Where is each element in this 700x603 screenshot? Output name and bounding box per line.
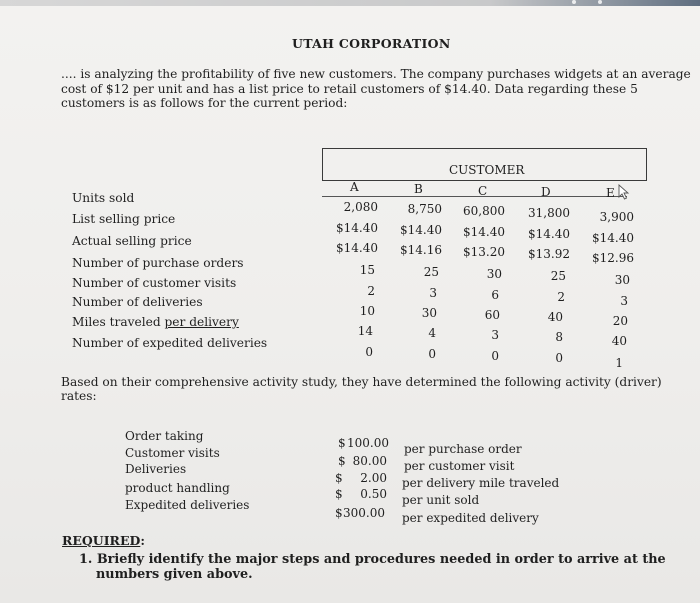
cell-e-actual: $12.96: [592, 251, 634, 265]
rate-name-product-handling: product handling: [125, 481, 230, 495]
column-header-c: C: [478, 184, 488, 198]
rate-dollar-sign: $: [335, 506, 343, 520]
cell-c-expedited: 0: [491, 349, 499, 363]
cell-e-units: 3,900: [599, 210, 634, 224]
cell-d-deliveries: 40: [547, 310, 563, 324]
intro-paragraph: [61, 67, 691, 111]
cell-e-deliveries: 20: [612, 314, 628, 328]
required-heading: [62, 533, 145, 548]
toolbar-icons: [570, 0, 604, 6]
rate-value-deliveries: 2.00: [360, 471, 387, 485]
cell-b-units: 8,750: [407, 202, 442, 216]
cell-b-list: $14.40: [400, 223, 442, 237]
mouse-cursor-icon: [617, 184, 631, 200]
column-header-d: D: [541, 185, 551, 199]
row-label-text: Miles traveled: [72, 315, 165, 329]
cell-c-units: 60,800: [463, 204, 505, 218]
rate-name-customer-visits: Customer visits: [125, 446, 220, 460]
question-line: numbers given above.: [96, 567, 253, 582]
cell-b-orders: 25: [423, 265, 439, 279]
question-1: [79, 552, 666, 582]
cell-c-list: $14.40: [463, 225, 505, 239]
row-label-units-sold: Units sold: [72, 191, 135, 205]
cell-a-list: $14.40: [336, 221, 378, 235]
rate-value-order-taking: 100.00: [347, 436, 389, 450]
cell-a-miles: 14: [357, 324, 373, 338]
row-label-purchase-orders: Number of purchase orders: [72, 256, 244, 270]
cell-e-visits: 3: [620, 294, 628, 308]
cell-c-orders: 30: [486, 267, 502, 281]
cell-c-deliveries: 60: [484, 308, 500, 322]
cell-e-miles: 40: [611, 334, 627, 348]
rates-intro-paragraph: [61, 376, 661, 403]
cell-a-visits: 2: [367, 284, 375, 298]
cell-d-expedited: 0: [555, 351, 563, 365]
rate-name-expedited: Expedited deliveries: [125, 498, 250, 512]
cell-a-orders: 15: [359, 263, 375, 277]
cell-c-visits: 6: [491, 288, 499, 302]
cell-b-deliveries: 30: [421, 306, 437, 320]
row-label-expedited-deliveries: Number of expedited deliveries: [72, 336, 268, 350]
cell-e-list: $14.40: [592, 231, 634, 245]
column-header-b: B: [414, 182, 423, 196]
rates-intro-line: rates:: [61, 388, 97, 403]
intro-line: customers is as follows for the current period:: [61, 96, 348, 110]
intro-line: .... is analyzing the profitability of five new customers. The company purchases widgets at an average: [61, 67, 691, 81]
cell-e-orders: 30: [614, 273, 630, 287]
column-header-a: A: [350, 180, 359, 194]
required-label: REQUIRED: [62, 533, 141, 548]
row-label-actual-price: Actual selling price: [72, 234, 192, 248]
rate-dollar-sign: $: [335, 487, 343, 501]
cell-d-actual: $13.92: [528, 247, 570, 261]
rate-name-deliveries: Deliveries: [125, 462, 187, 476]
intro-line: cost of $12 per unit and has a list price to retail customers of $14.40. Data regarding these 5: [61, 81, 638, 96]
rate-value-expedited: 300.00: [343, 506, 385, 520]
cell-a-actual: $14.40: [336, 241, 378, 255]
rates-intro-line: Based on their comprehensive activity study, they have determined the following activity (driver): [61, 375, 662, 389]
rate-dollar-sign: $: [338, 454, 346, 468]
column-header-e: E: [606, 186, 615, 200]
rate-basis-deliveries: per delivery mile traveled: [402, 476, 560, 490]
cell-d-miles: 8: [555, 330, 563, 344]
rate-basis-expedited: per expedited delivery: [402, 511, 539, 525]
cell-d-list: $14.40: [528, 227, 570, 241]
rate-value-product-handling: 0.50: [360, 487, 387, 501]
cell-c-actual: $13.20: [463, 245, 505, 259]
required-colon: :: [140, 533, 145, 548]
row-label-miles-per-delivery: [72, 315, 239, 329]
cell-d-visits: 2: [557, 290, 565, 304]
cell-c-miles: 3: [491, 328, 499, 342]
rate-dollar-sign: $: [335, 471, 343, 485]
row-label-customer-visits: Number of customer visits: [72, 276, 237, 290]
cell-b-expedited: 0: [428, 347, 436, 361]
cell-d-orders: 25: [550, 269, 566, 283]
cell-b-visits: 3: [429, 286, 437, 300]
column-header-rule: [322, 196, 627, 197]
row-label-underlined-text: per delivery: [164, 315, 239, 329]
cell-d-units: 31,800: [528, 206, 570, 220]
cell-a-expedited: 0: [365, 345, 373, 359]
question-line: 1. Briefly identify the major steps and procedures needed in order to arrive at the: [79, 552, 666, 567]
row-label-deliveries: Number of deliveries: [72, 295, 203, 309]
rate-dollar-sign: $: [338, 436, 346, 450]
cell-b-miles: 4: [428, 326, 436, 340]
rate-value-customer-visits: 80.00: [352, 454, 387, 468]
document-title: UTAH CORPORATION: [292, 36, 451, 51]
cell-a-deliveries: 10: [359, 304, 375, 318]
rate-name-order-taking: Order taking: [125, 429, 204, 443]
cell-a-units: 2,080: [343, 200, 378, 214]
rate-basis-order-taking: per purchase order: [404, 442, 522, 456]
cell-e-expedited: 1: [615, 356, 623, 370]
rate-basis-product-handling: per unit sold: [402, 493, 480, 507]
row-label-list-price: List selling price: [72, 212, 176, 226]
rate-basis-customer-visits: per customer visit: [404, 459, 515, 473]
customer-group-header: CUSTOMER: [449, 163, 525, 177]
cell-b-actual: $14.16: [400, 243, 442, 257]
